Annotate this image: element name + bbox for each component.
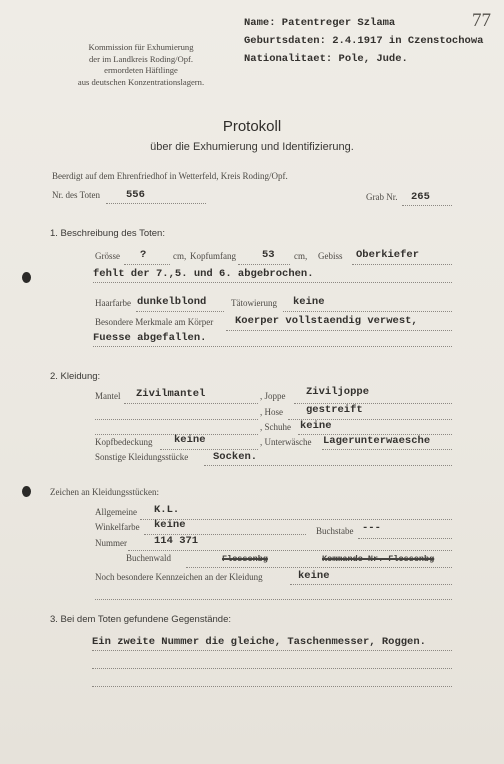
commission-line-3: ermordeten Häftlinge: [104, 65, 178, 75]
burial-text: Beerdigt auf dem Ehrenfriedhof in Wetterfeld, Kreis Roding/Opf.: [52, 171, 288, 181]
haarfarbe-line: [136, 311, 224, 312]
unterwaesche-value: Lagerunterwaesche: [323, 435, 431, 447]
punch-hole-top: [22, 272, 31, 283]
mantel-label: Mantel: [95, 391, 121, 401]
kopfumfang-line: [238, 264, 290, 265]
page-title: Protokoll: [222, 118, 282, 135]
dead-number-label: Nr. des Toten: [52, 190, 100, 200]
kopfbedeckung-label: Kopfbedeckung: [95, 437, 153, 447]
buchstabe-label: Buchstabe: [316, 526, 354, 536]
grave-number-value: 265: [411, 191, 430, 203]
groesse-value: ?: [140, 249, 147, 261]
kopfbedeckung-line: [160, 449, 258, 450]
nummer-label: Nummer: [95, 538, 127, 548]
sonstige-label: Sonstige Kleidungsstücke: [95, 452, 189, 462]
joppe-label: , Joppe: [260, 391, 286, 401]
taetowierung-label: Tätowierung: [231, 298, 277, 308]
commission-block: [52, 42, 230, 88]
hose-value: gestreift: [306, 404, 363, 416]
commission-line-2: der im Landkreis Roding/Opf.: [88, 53, 194, 64]
section-2-heading: 2. Kleidung:: [50, 371, 101, 382]
allgemeine-label: Allgemeine: [95, 507, 137, 517]
dead-number-line: [106, 203, 206, 204]
winkelfarbe-value: keine: [154, 519, 186, 531]
kopfumfang-unit: cm,: [294, 251, 308, 261]
section-3-heading: 3. Bei dem Toten gefundene Gegenstände:: [50, 614, 231, 625]
gebiss-continuation: fehlt der 7.,5. und 6. abgebrochen.: [93, 268, 314, 280]
marks-heading: Zeichen an Kleidungsstücken:: [50, 487, 159, 497]
haarfarbe-label: Haarfarbe: [95, 298, 131, 308]
commission-line-4: aus deutschen Konzentrationslagern.: [77, 76, 205, 87]
hose-blank-line: [95, 419, 258, 420]
unterwaesche-line: [322, 449, 452, 450]
grave-number-label: Grab Nr.: [366, 192, 398, 202]
noch-label: Noch besondere Kennzeichen an der Kleidung: [95, 572, 263, 582]
merkmale-continuation: Fuesse abgefallen.: [93, 332, 207, 344]
section-3-value: Ein zweite Nummer die gleiche, Taschenmesser, Roggen.: [92, 636, 426, 648]
grave-number-line: [402, 205, 452, 206]
groesse-label: Grösse: [95, 251, 120, 261]
buchstabe-line: [358, 538, 452, 539]
allgemeine-value: K.L.: [154, 504, 180, 516]
nummer-value: 114 371: [154, 535, 199, 547]
merkmale-line-2: [93, 346, 452, 347]
mantel-line: [124, 403, 258, 404]
section-1-heading: 1. Beschreibung des Toten:: [50, 228, 165, 239]
struck-kommando-entry: Kommando-Nr. Flossenbg: [322, 554, 435, 564]
taetowierung-value: keine: [293, 296, 325, 308]
sonstige-value: Socken.: [213, 451, 258, 463]
camp-label: Buchenwald: [126, 553, 171, 563]
kopfumfang-value: 53: [262, 249, 275, 261]
gebiss-value: Oberkiefer: [356, 249, 420, 261]
dead-number-value: 556: [126, 189, 145, 201]
section-3-line-3: [92, 686, 452, 687]
merkmale-value: Koerper vollstaendig verwest,: [235, 315, 418, 327]
schuhe-label: , Schuhe: [260, 422, 291, 432]
groesse-line: [124, 264, 170, 265]
punch-hole-bottom: [22, 486, 31, 497]
unterwaesche-label: , Unterwäsche: [260, 437, 312, 447]
page-subtitle: über die Exhumierung und Identifizierung.: [150, 141, 354, 153]
noch-value: keine: [298, 570, 330, 582]
hose-label: , Hose: [260, 407, 283, 417]
gebiss-label: Gebiss: [318, 251, 343, 261]
schuhe-value: keine: [300, 420, 332, 432]
noch-line-2: [95, 599, 452, 600]
kopfumfang-label: Kopfumfang: [190, 251, 236, 261]
section-3-line-1: [92, 650, 452, 651]
noch-line: [290, 584, 452, 585]
commission-line-1: Kommission für Exhumierung: [88, 42, 194, 52]
winkelfarbe-label: Winkelfarbe: [95, 522, 140, 532]
page-number: 77: [472, 10, 491, 31]
buchstabe-value: ---: [362, 522, 381, 534]
gebiss-line-2: [93, 282, 452, 283]
person-birth: Geburtsdaten: 2.4.1917 in Czenstochowa: [244, 35, 484, 47]
camp-line: [186, 567, 452, 568]
person-name: Name: Patentreger Szlama: [244, 17, 396, 29]
section-3-line-2: [92, 668, 452, 669]
merkmale-line: [226, 330, 452, 331]
taetowierung-line: [283, 311, 452, 312]
allgemeine-line: [140, 519, 452, 520]
person-nationality: Nationalitaet: Pole, Jude.: [244, 53, 408, 65]
groesse-unit: cm,: [173, 251, 187, 261]
kopfbedeckung-value: keine: [174, 434, 206, 446]
haarfarbe-value: dunkelblond: [137, 296, 207, 308]
merkmale-label: Besondere Merkmale am Körper: [95, 317, 214, 327]
joppe-value: Ziviljoppe: [306, 386, 370, 398]
nummer-line: [128, 550, 452, 551]
mantel-value: Zivilmantel: [136, 388, 206, 400]
gebiss-line: [352, 264, 452, 265]
sonstige-line: [204, 465, 452, 466]
struck-camp-entry: Flossenbg: [222, 554, 268, 564]
